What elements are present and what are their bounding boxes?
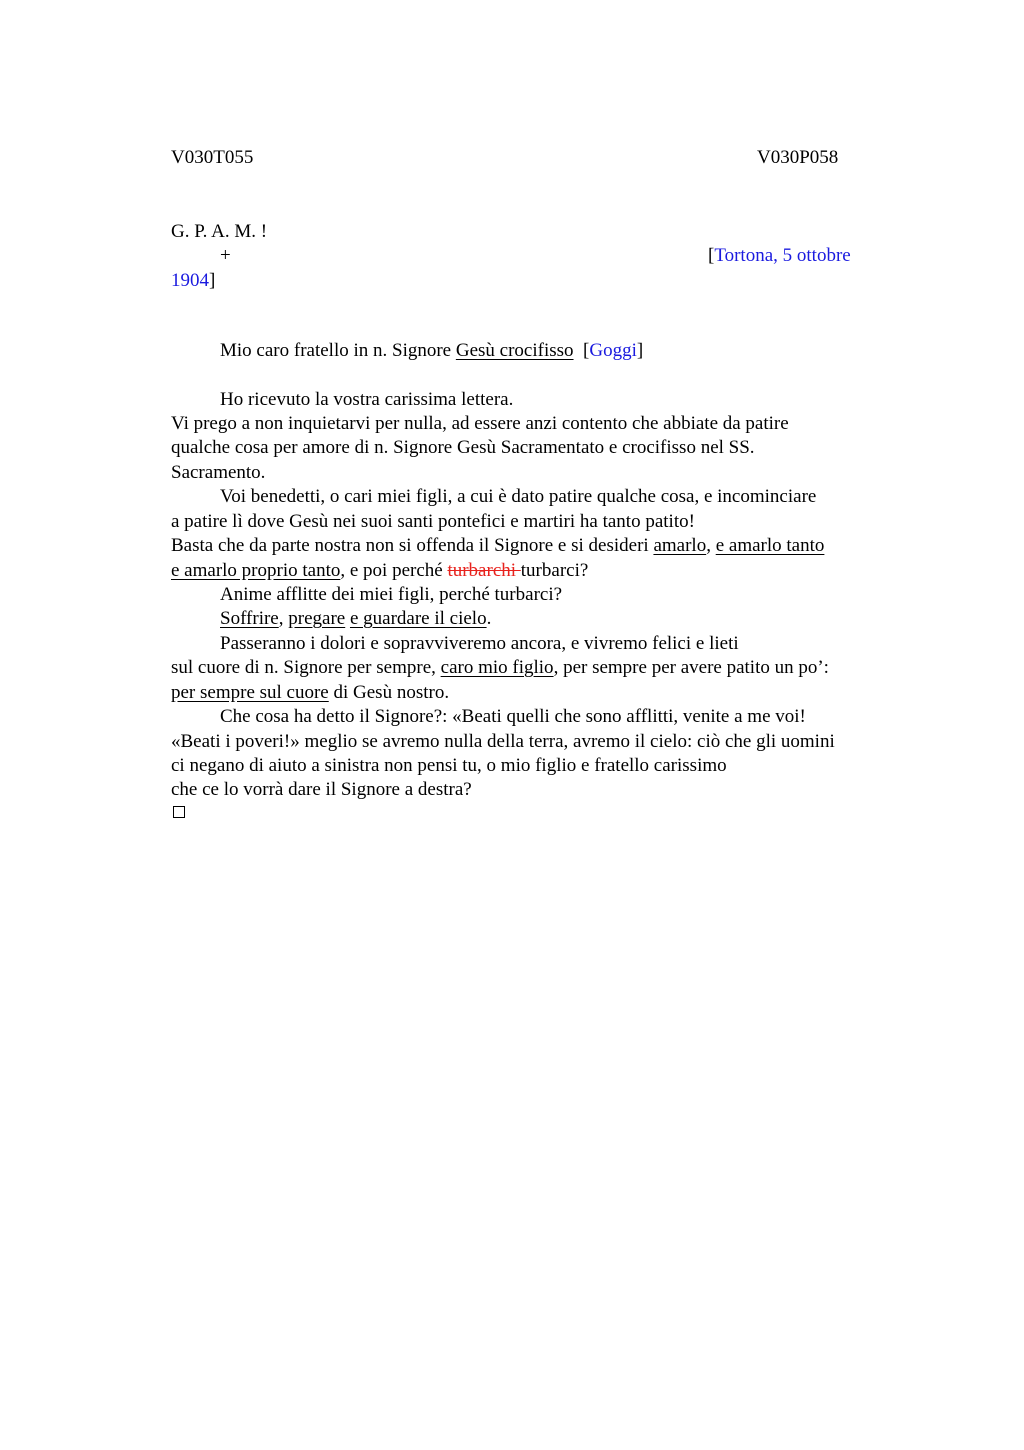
line8-underlined: e amarlo proprio tanto [171,560,341,581]
body-line-4: Sacramento. [171,462,266,483]
line10-text-c: . [486,608,492,629]
line12-text-a: sul cuore di n. Signore per sempre, [171,657,441,678]
body-line-3: qualche cosa per amore di n. Signore Gesù Sacramentato e crocifisso nel SS. [171,437,755,458]
body-line-5: Voi benedetti, o cari miei figli, a cui è dato patire qualche cosa, e incominciare [220,486,817,507]
line7-text-a: Basta che da parte nostra non si offenda il Signore e si desideri [171,535,654,556]
salutation-bracket-open: [ [573,340,590,361]
body-line-8 [171,559,588,583]
line7-underlined-1: amarlo [653,535,707,556]
line10-underlined-1: Soffrire [220,608,279,629]
body-line-9: Anime afflitte dei miei figli, perché turbarci? [220,584,563,605]
salutation-underlined: Gesù crocifisso [455,340,574,361]
body-line-10 [220,607,491,631]
line8-text-a: , e poi perché [340,560,448,581]
salutation-prefix: Mio caro fratello in n. Signore [220,340,456,361]
line8-text-b: turbarci? [520,560,589,581]
line12-text-b: , per sempre per avere patito un po’: [553,657,829,678]
body-line-17: che ce lo vorrà dare il Signore a destra? [171,779,472,800]
line10-underlined-2: pregare [288,608,346,629]
body-line-11: Passeranno i dolori e sopravviveremo ancora, e vivremo felici e lieti [220,633,739,654]
body-line-15: «Beati i poveri!» meglio se avremo nulla della terra, avremo il cielo: ciò che gli uomini [171,731,835,752]
body-line-12 [171,656,829,680]
salutation-bracket-close: ] [636,340,644,361]
line10-underlined-3: e guardare il cielo [349,608,487,629]
body-line-13 [171,681,449,705]
body-line-14: Che cosa ha detto il Signore?: «Beati quelli che sono afflitti, venite a me voi! [220,706,806,727]
line13-underlined: per sempre sul cuore [171,682,329,703]
line8-deleted-word: turbarchi [447,560,521,581]
date-line-1 [708,244,851,268]
gpam-heading: G. P. A. M. ! [171,221,268,242]
line10-text-a: , [278,608,289,629]
date-year: 1904 [171,270,209,291]
date-line-2 [171,269,215,293]
date-place: Tortona, 5 ottobre [714,245,851,266]
line7-text-b: , [706,535,716,556]
document-code-left: V030T055 [171,147,254,168]
document-code-right: V030P058 [757,147,839,168]
body-line-1: Ho ricevuto la vostra carissima lettera. [220,389,514,410]
body-line-16: ci negano di aiuto a sinistra non pensi tu, o mio figlio e fratello carissimo [171,755,727,776]
line12-underlined: caro mio figlio [440,657,554,678]
date-bracket-open: [ [708,245,715,266]
cross-symbol: + [220,245,231,266]
line7-underlined-2: e amarlo tanto [715,535,825,556]
end-of-document-box [173,806,185,818]
salutation-recipient: Goggi [589,340,637,361]
line13-text-a: di Gesù nostro. [328,682,450,703]
body-line-7 [171,534,824,558]
body-line-2: Vi prego a non inquietarvi per nulla, ad essere anzi contento che abbiate da patire [171,413,789,434]
date-bracket-close: ] [209,270,216,291]
body-line-6: a patire lì dove Gesù nei suoi santi pontefici e martiri ha tanto patito! [171,511,695,532]
salutation [220,339,643,363]
